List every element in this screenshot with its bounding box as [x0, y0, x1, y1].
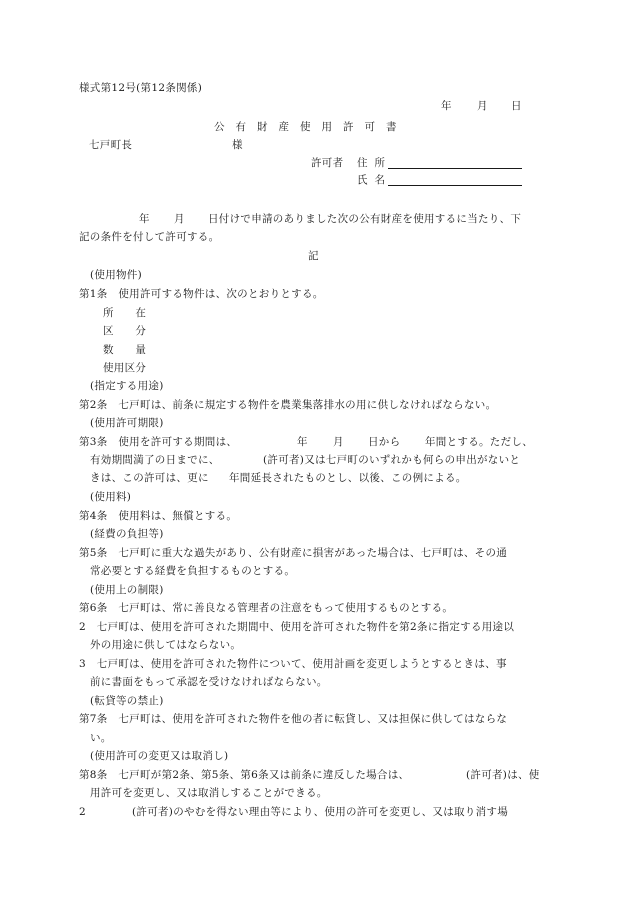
s8-line1a: 第8条 七戸町が第2条、第5条、第6条又は前条に違反した場合は、: [79, 769, 410, 781]
s3-heading: (使用許可期限): [90, 417, 164, 429]
s5-line1: 第5条 七戸町に重大な過失があり、公有財産に損害があった場合は、七戸町は、その通: [79, 547, 508, 559]
s8-heading: (使用許可の変更又は取消し): [90, 750, 229, 762]
s1-item-category: 区 分: [103, 325, 147, 337]
s8-2-num: 2: [79, 806, 86, 818]
address-underline: [388, 168, 522, 169]
s3-month: 月: [333, 436, 344, 448]
date-year: 年: [441, 100, 452, 112]
s6-3-line2: 前に書面をもって承認を受けなければならない。: [90, 676, 328, 688]
s1-item-quantity: 数 量: [103, 344, 147, 356]
s3-year: 年: [297, 436, 308, 448]
addressee-name: 七戸町長: [89, 139, 133, 151]
s1-heading: (使用物件): [90, 269, 142, 281]
s6-heading: (使用上の制限): [90, 584, 164, 596]
form-number-label: 様式第12号(第12条関係): [79, 82, 203, 94]
intro-month: 月: [174, 213, 185, 225]
s3-line2a: 有効期間満了の日までに、: [90, 454, 220, 466]
intro-line2: 記の条件を付して許可する。: [79, 231, 220, 243]
s1-item-usage: 使用区分: [103, 362, 147, 374]
s5-heading: (経費の負担等): [90, 528, 164, 540]
s6-2-line1: 2 七戸町は、使用を許可された期間中、使用を許可された物件を第2条に指定する用途以: [79, 621, 515, 633]
intro-year: 年: [139, 213, 150, 225]
s5-line2: 常必要とする経費を負担するものとする。: [90, 565, 296, 577]
s4-line: 第4条 使用料は、無償とする。: [79, 510, 238, 522]
document-title: 公有財産使用許可書: [214, 121, 408, 133]
s2-heading: (指定する用途): [90, 380, 164, 392]
grantor-address-label: 住所: [357, 157, 392, 169]
s2-line: 第2条 七戸町は、前条に規定する物件を農業集落排水の用に供しなければならない。: [79, 399, 497, 411]
grantor-label: 許可者: [311, 157, 344, 169]
s8-line1b: (許可者)は、使: [466, 769, 540, 781]
s1-item-location: 所 在: [103, 307, 147, 319]
s6-line: 第6条 七戸町は、常に善良なる管理者の注意をもって使用するものとする。: [79, 602, 454, 614]
s3-line1: 第3条 使用を許可する期間は、: [79, 436, 238, 448]
ki-heading: 記: [308, 250, 319, 262]
date-month: 月: [477, 100, 488, 112]
s3-from: 日から: [368, 436, 401, 448]
s3-line3a: きは、この許可は、更に: [90, 472, 209, 484]
s3-period: 年間とする。ただし、: [425, 436, 533, 448]
s3-line2b: (許可者)又は七戸町のいずれかも何らの申出がないと: [263, 454, 521, 466]
s6-2-line2: 外の用途に供してはならない。: [90, 639, 242, 651]
s7-heading: (転貸等の禁止): [90, 695, 164, 707]
intro-line1: 日付けで申請のありました次の公有財産を使用するに当たり、下: [208, 213, 522, 225]
s6-3-line1: 3 七戸町は、使用を許可された物件について、使用計画を変更しようとするときは、事: [79, 658, 507, 670]
s8-2-text: (許可者)のやむを得ない理由等により、使用の許可を変更し、又は取り消す場: [132, 806, 508, 818]
s3-line3b: 年間延長されたものとし、以後、この例による。: [229, 472, 467, 484]
grantor-name-label: 氏名: [357, 174, 392, 186]
s7-line2: い。: [90, 732, 112, 744]
addressee-honorific: 様: [232, 139, 243, 151]
name-underline: [388, 185, 522, 186]
s7-line1: 第7条 七戸町は、使用を許可された物件を他の者に転貸し、又は担保に供してはならな: [79, 713, 508, 725]
s4-heading: (使用料): [90, 491, 132, 503]
s8-line2: 用許可を変更し、又は取消しすることができる。: [90, 787, 328, 799]
s1-line: 第1条 使用許可する物件は、次のとおりとする。: [79, 288, 324, 300]
date-day: 日: [511, 100, 522, 112]
